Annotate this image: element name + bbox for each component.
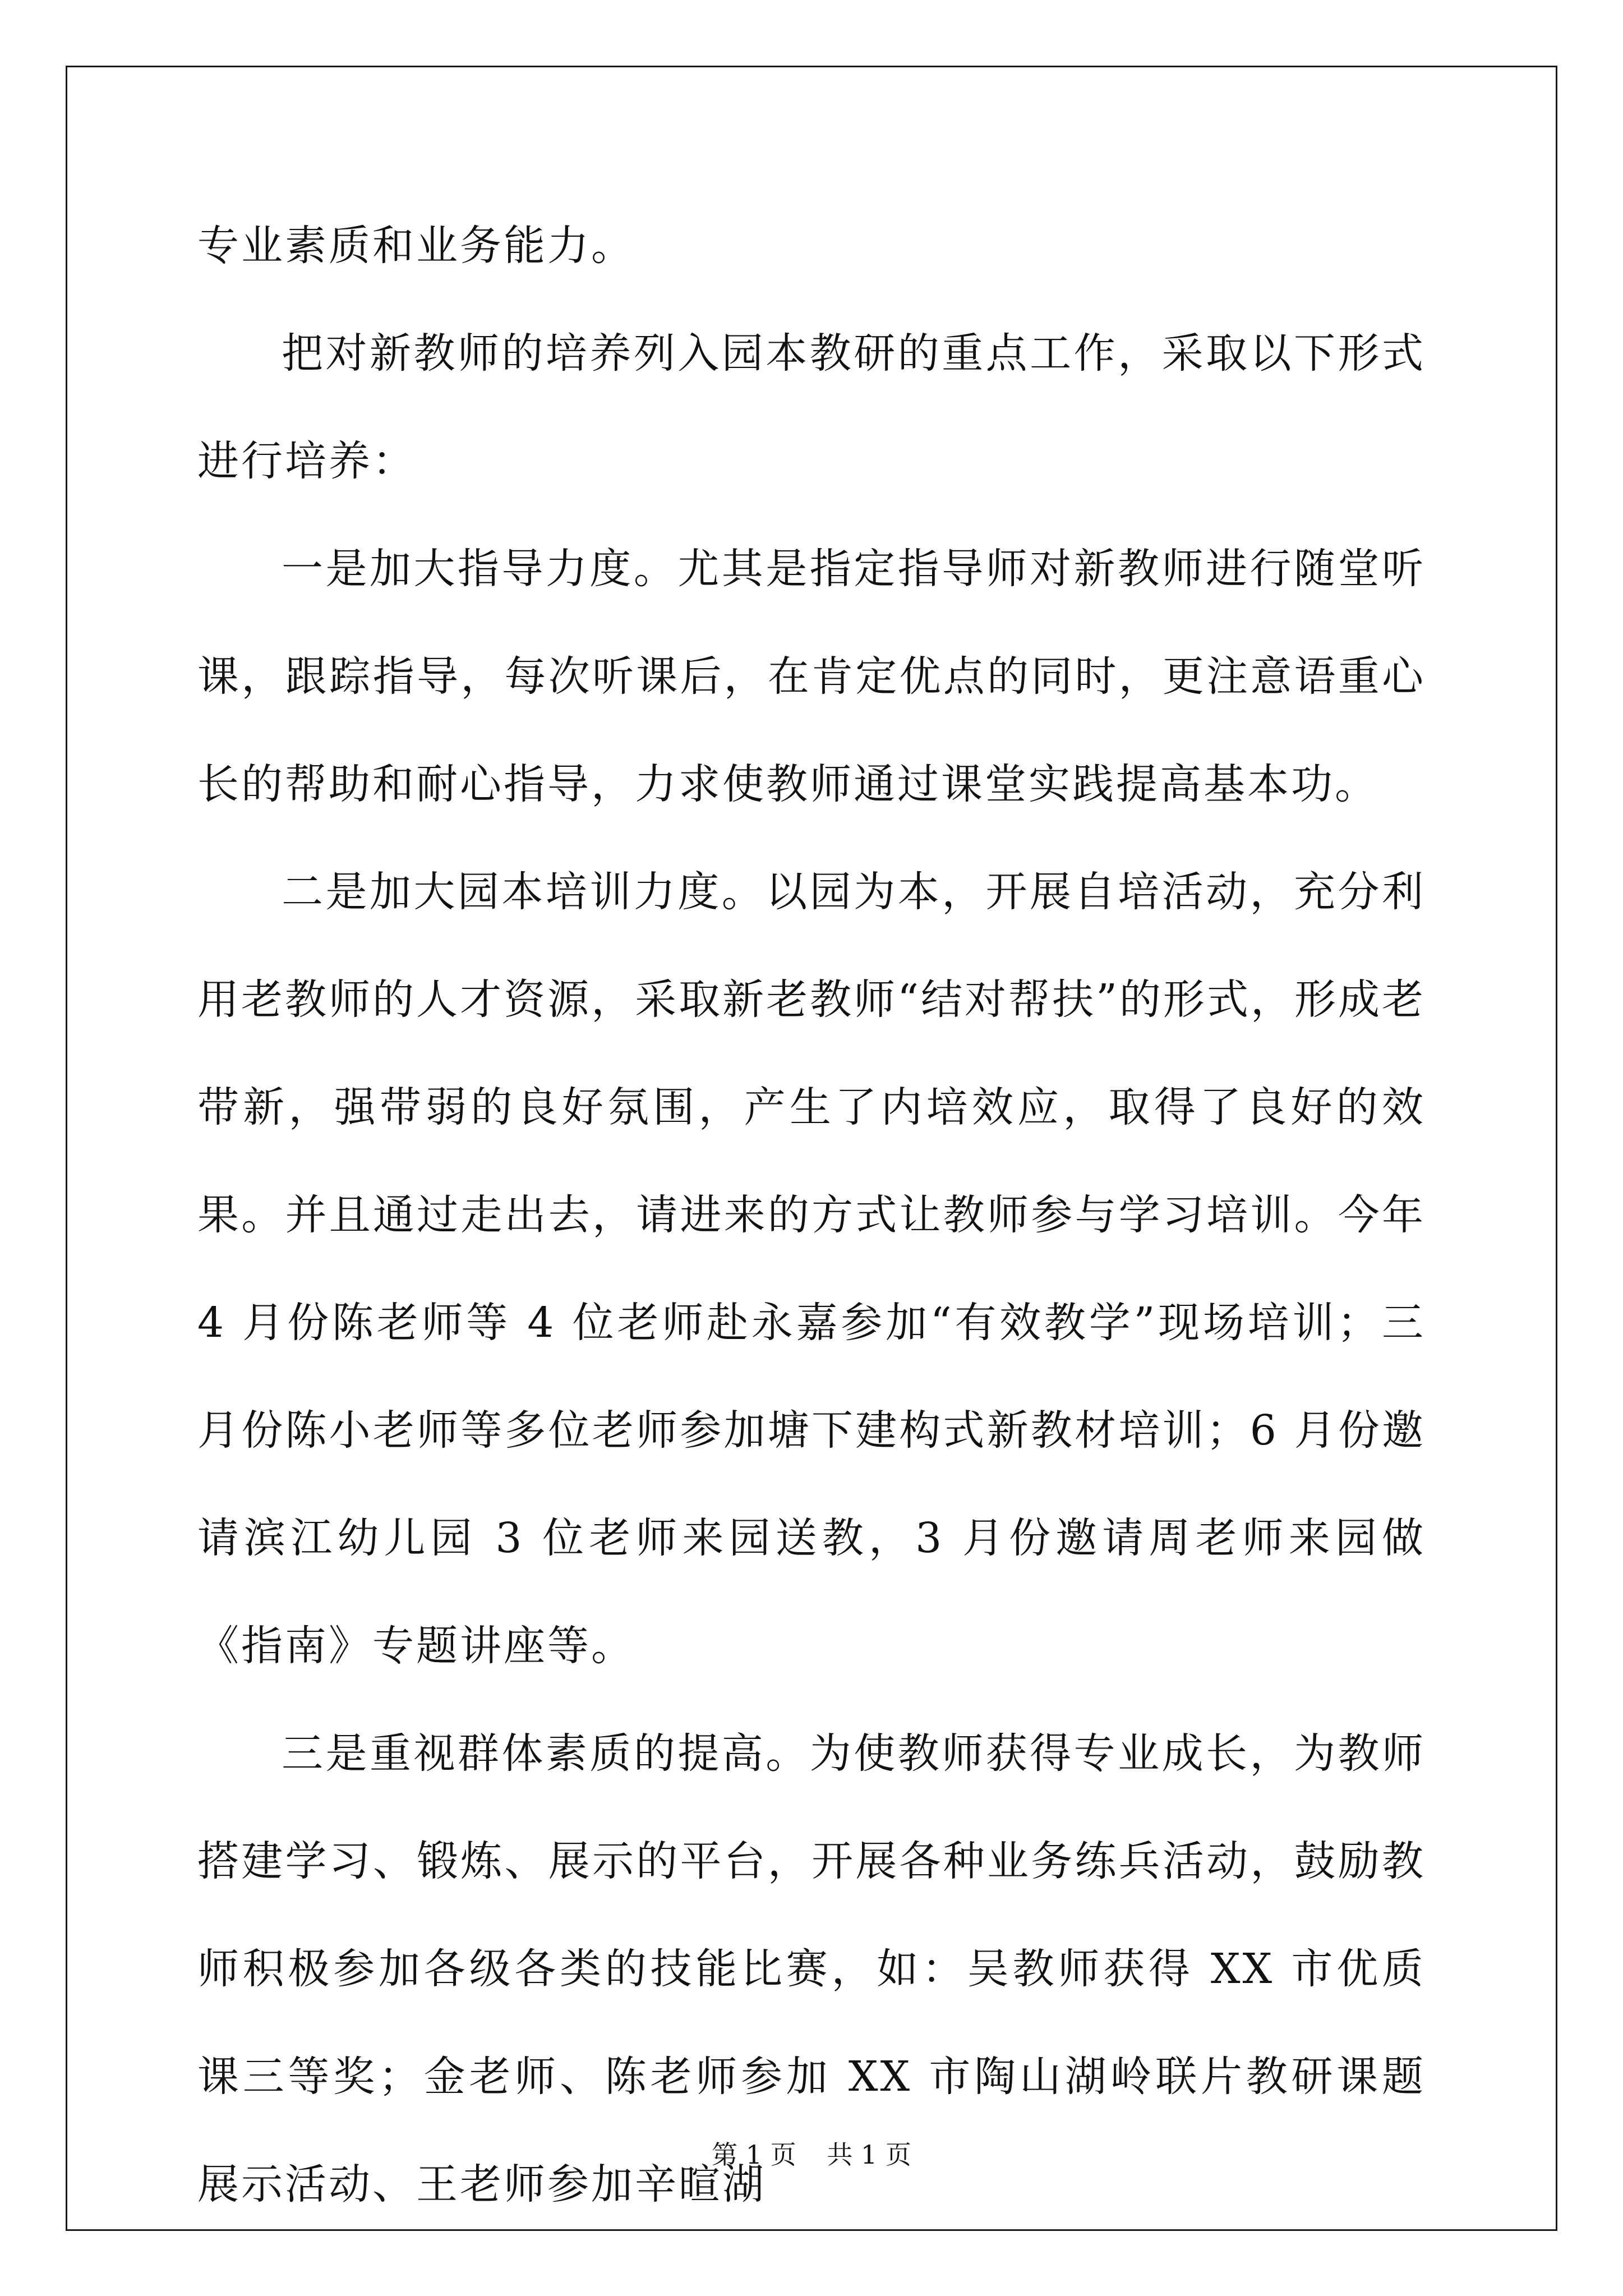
paragraph-5: 三是重视群体素质的提高。为使教师获得专业成长，为教师搭建学习、锻炼、展示的平台，开展各种业务练兵活动，鼓励教师积极参加各级各类的技能比赛，如：吴教师获得 XX 市优质课三等奖；金老师、陈老师参加 XX 市陶山湖岭联片教研课题展示活动、王老师参加辛暄湖 — [197, 1729, 1426, 2208]
document-body — [197, 192, 1426, 2238]
paragraph-1: 专业素质和业务能力。 — [197, 222, 635, 270]
page-total: 共 1 页 — [827, 2139, 911, 2170]
paragraph-3: 一是加大指导力度。尤其是指定指导师对新教师进行随堂听课，跟踪指导，每次听课后，在肯定优点的同时，更注意语重心长的帮助和耐心指导，力求使教师通过课堂实践提高基本功。 — [197, 545, 1426, 808]
page-footer — [0, 2134, 1623, 2171]
paragraph-4: 二是加大园本培训力度。以园为本，开展自培活动，充分利用老教师的人才资源，采取新老教师“结对帮扶”的形式，形成老带新，强带弱的良好氛围，产生了内培效应，取得了良好的效果。并且通过走出去，请进来的方式让教师参与学习培训。今年 4 月份陈老师等 4 位老师赴永嘉参加“有效教学”现场培训；三月份陈小老师等多位老师参加塘下建构式新教材培训；6 月份邀请滨江幼儿园 3 位老师来园送教，3 月份邀请周老师来园做《指南》专题讲座等。 — [197, 868, 1426, 1670]
paragraph-2: 把对新教师的培养列入园本教研的重点工作，采取以下形式进行培养： — [197, 329, 1426, 485]
page-number: 第 1 页 — [712, 2139, 796, 2170]
